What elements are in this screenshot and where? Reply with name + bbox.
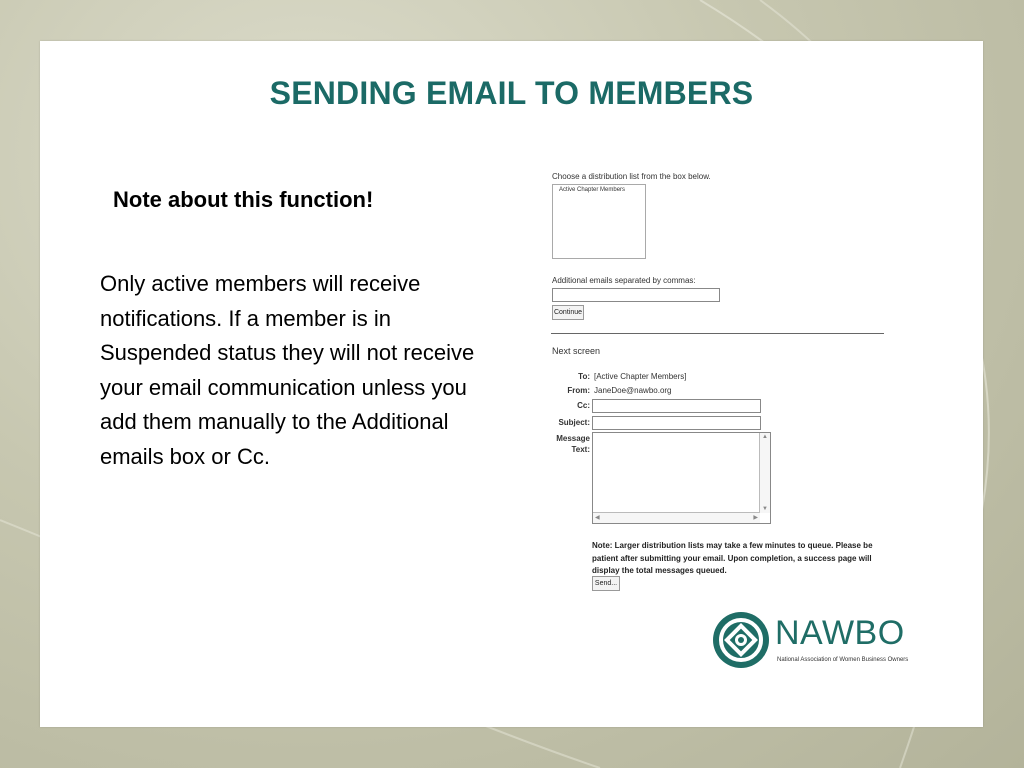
body-text: Only active members will receive notifications. If a member is in Suspended status they will not receive your email communication unless you add them manually to the Additional emails box or Cc. [100,271,475,469]
to-value: [Active Chapter Members] [594,372,687,381]
additional-emails-input[interactable] [552,288,720,302]
from-label: From: [567,386,590,395]
continue-button[interactable]: Continue [552,305,584,320]
scroll-down-icon[interactable]: ▼ [762,506,768,512]
horizontal-scrollbar[interactable] [593,512,760,523]
nawbo-emblem-icon [711,610,771,670]
next-screen-label: Next screen [552,346,601,356]
send-button[interactable]: Send... [592,576,620,591]
cc-label: Cc: [577,401,590,410]
cc-input[interactable] [592,399,761,413]
email-form-screenshot [510,128,890,587]
logo-wordmark: NAWBO [775,614,905,652]
message-text-label: Message Text: [556,434,590,454]
distribution-listbox[interactable] [552,184,646,259]
queue-note: Note: Larger distribution lists may take a few minutes to queue. Please be patient after submitting your email. Upon completion, a success page will display the total messages queued. [592,541,873,575]
message-textarea[interactable] [592,432,771,524]
scroll-up-icon[interactable]: ▲ [762,434,768,440]
subject-label: Subject: [558,418,590,427]
list-item[interactable]: Active Chapter Members [559,187,626,193]
scroll-left-icon[interactable]: ◀ [595,515,600,521]
slide-title: SENDING EMAIL TO MEMBERS [269,75,754,111]
nawbo-logo [711,610,911,672]
choose-list-label: Choose a distribution list from the box below. [552,172,711,181]
scroll-right-icon[interactable]: ▶ [753,515,758,521]
to-label: To: [578,372,590,381]
logo-tagline: National Association of Women Business Owners [777,657,909,663]
additional-emails-label: Additional emails separated by commas: [552,276,696,285]
note-heading: Note about this function! [113,187,374,212]
subject-input[interactable] [592,416,761,430]
vertical-scrollbar[interactable] [759,433,770,513]
from-value: JaneDoe@nawbo.org [594,386,672,395]
divider [551,333,884,334]
